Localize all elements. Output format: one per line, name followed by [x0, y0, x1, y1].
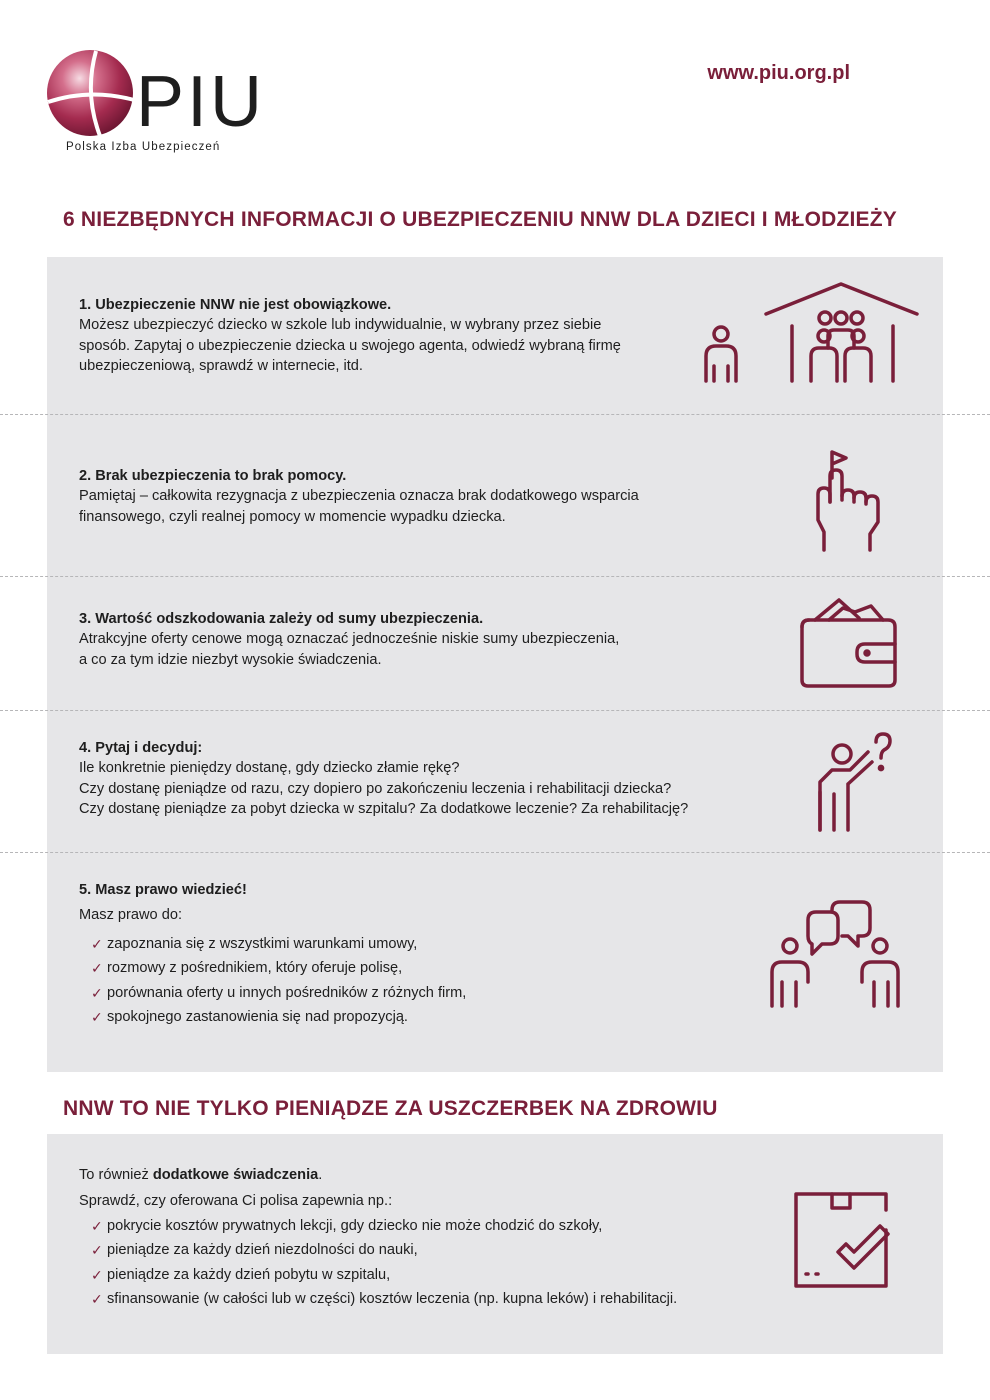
hand-flag-icon	[812, 446, 884, 552]
section1-heading: 6 NIEZBĘDNYCH INFORMACJI O UBEZPIECZENIU NNW DLA DZIECI I MŁODZIEŻY	[63, 208, 897, 231]
box-check-icon	[792, 1190, 892, 1288]
item-text-line: Ile konkretnie pieniędzy dostanę, gdy dziecko złamie rękę?	[79, 760, 460, 777]
item-text-line: Czy dostanę pieniądze za pobyt dziecka w szpitalu? Za dodatkowe leczenie? Za rehabilitację?	[79, 801, 689, 818]
info-item-2	[79, 466, 719, 527]
info-item-1	[79, 295, 719, 377]
list-item-text: sfinansowanie (w całości lub w części) kosztów leczenia (np. kupna leków) i rehabilitacji.	[107, 1291, 678, 1308]
check-icon: ✓	[91, 1217, 103, 1234]
item-title: 5. Masz prawo wiedzieć!	[79, 882, 247, 898]
benefits-content	[79, 1165, 759, 1312]
list-item	[79, 1238, 759, 1263]
rights-list	[79, 932, 719, 1030]
section2-heading: NNW TO NIE TYLKO PIENIĄDZE ZA USZCZERBEK NA ZDROWIU	[63, 1097, 718, 1120]
item-text-line: Możesz ubezpieczyć dziecko w szkole lub indywidualnie, w wybrany przez siebie	[79, 317, 602, 334]
item-text-line: sposób. Zapytaj o ubezpieczenie dziecka u swojego agenta, odwiedź wybraną firmę	[79, 337, 621, 354]
benefits-intro	[79, 1165, 759, 1185]
family-house-icon	[700, 278, 925, 386]
wallet-icon	[799, 592, 899, 690]
check-icon: ✓	[91, 935, 103, 952]
conversation-icon	[766, 898, 906, 1010]
list-item-text: rozmowy z pośrednikiem, który oferuje polisę,	[107, 960, 403, 977]
divider	[0, 710, 990, 711]
intro-bold: dodatkowe świadczenia	[152, 1167, 319, 1183]
piu-logo	[46, 44, 266, 156]
check-icon: ✓	[91, 984, 103, 1001]
item-text-line: ubezpieczeniową, sprawdź w internecie, itd.	[79, 358, 363, 375]
list-item	[79, 981, 719, 1006]
check-icon: ✓	[91, 1266, 103, 1283]
list-item-text: porównania oferty u innych pośredników z różnych firm,	[107, 984, 467, 1001]
website-link[interactable]: www.piu.org.pl	[707, 62, 850, 84]
item-title: 1. Ubezpieczenie NNW nie jest obowiązkowe.	[79, 297, 392, 313]
list-item-text: pokrycie kosztów prywatnych lekcji, gdy dziecko nie może chodzić do szkoły,	[107, 1217, 603, 1234]
info-item-5	[79, 880, 719, 1030]
item-text-line: Pamiętaj – całkowita rezygnacja z ubezpieczenia oznacza brak dodatkowego wsparcia	[79, 488, 639, 505]
check-icon: ✓	[91, 960, 103, 977]
list-item-text: pieniądze za każdy dzień pobytu w szpitalu,	[107, 1266, 391, 1283]
item-text-line: finansowego, czyli realnej pomocy w momencie wypadku dziecka.	[79, 508, 506, 525]
list-item	[79, 1287, 759, 1312]
list-item	[79, 1263, 759, 1288]
check-icon: ✓	[91, 1242, 103, 1259]
divider	[0, 576, 990, 577]
list-item	[79, 956, 719, 981]
item-title: 2. Brak ubezpieczenia to brak pomocy.	[79, 468, 347, 484]
divider	[0, 414, 990, 415]
info-item-4	[79, 738, 739, 820]
list-item-text: spokojnego zastanowienia się nad propozycją.	[107, 1009, 408, 1026]
item-title: 4. Pytaj i decyduj:	[79, 740, 203, 756]
list-item-text: zapoznania się z wszystkimi warunkami umowy,	[107, 935, 418, 952]
benefits-lead: Sprawdź, czy oferowana Ci polisa zapewnia np.:	[79, 1193, 393, 1210]
info-item-3	[79, 609, 719, 670]
logo-text: PIU	[136, 62, 266, 142]
item-text-line: Atrakcyjne oferty cenowe mogą oznaczać jednocześnie niskie sumy ubezpieczenia,	[79, 631, 620, 648]
person-question-icon	[810, 732, 894, 832]
intro-suffix: .	[318, 1167, 323, 1183]
divider	[0, 852, 990, 853]
list-item	[79, 932, 719, 957]
intro-prefix: To również	[79, 1167, 153, 1183]
logo-subtitle: Polska Izba Ubezpieczeń	[66, 141, 221, 153]
check-icon: ✓	[91, 1009, 103, 1026]
item-text-line: a co za tym idzie niezbyt wysokie świadczenia.	[79, 651, 382, 668]
item-title: 3. Wartość odszkodowania zależy od sumy ubezpieczenia.	[79, 611, 484, 627]
list-item	[79, 1005, 719, 1030]
item-intro: Masz prawo do:	[79, 907, 183, 924]
item-text-line: Czy dostanę pieniądze od razu, czy dopiero po zakończeniu leczenia i rehabilitacji dziecka?	[79, 780, 672, 797]
check-icon: ✓	[91, 1291, 103, 1308]
benefits-list	[79, 1214, 759, 1312]
list-item	[79, 1214, 759, 1239]
list-item-text: pieniądze za każdy dzień niezdolności do nauki,	[107, 1242, 418, 1259]
